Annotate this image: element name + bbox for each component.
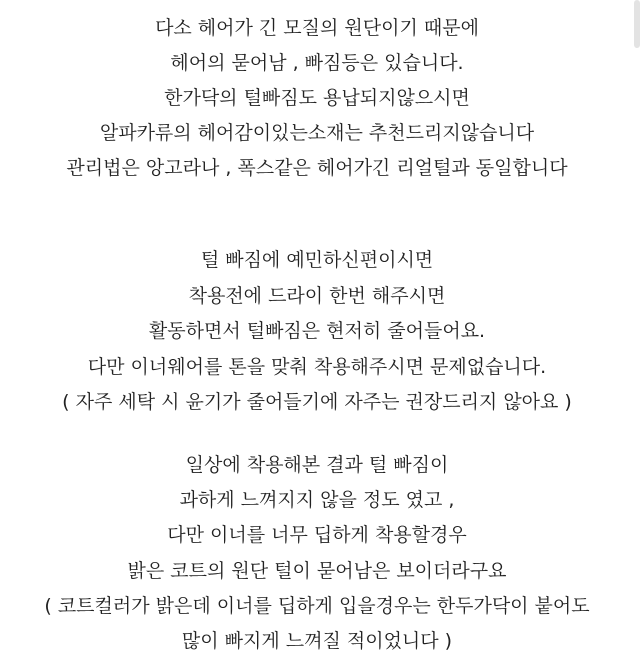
text-line: ( 코트컬러가 밝은데 이너를 딥하게 입을경우는 한두가닥이 붙어도 — [44, 595, 590, 617]
text-line: 과하게 느껴지지 않을 정도 였고 , — [179, 489, 455, 511]
text-line: 헤어의 묻어남 , 빠짐등은 있습니다. — [170, 52, 464, 74]
text-line: ( 자주 세탁 시 윤기가 줄어들기에 자주는 권장드리지 않아요 ) — [62, 391, 572, 413]
text-line: 활동하면서 털빠짐은 현저히 줄어들어요. — [148, 320, 486, 342]
text-line: 착용전에 드라이 한번 해주시면 — [188, 285, 446, 307]
text-line: 밝은 코트의 원단 털이 묻어남은 보이더라구요 — [127, 560, 507, 582]
text-line: 다만 이너웨어를 톤을 맞춰 착용해주시면 문제없습니다. — [87, 356, 547, 378]
text-line: 다만 이너를 너무 딥하게 착용할경우 — [167, 524, 467, 546]
text-line: 관리법은 앙고라나 , 폭스같은 헤어가긴 리얼털과 동일합니다 — [66, 157, 568, 179]
text-line: 털 빠짐에 예민하신편이시면 — [200, 249, 434, 271]
scrollbar-thumb[interactable] — [634, 0, 640, 48]
text-line: 많이 빠지게 느껴질 적이었니다 ) — [181, 630, 453, 652]
text-line: 다소 헤어가 긴 모질의 원단이기 때문에 — [155, 17, 479, 39]
text-line: 한가닥의 털빠짐도 용납되지않으시면 — [164, 87, 470, 109]
text-line: 알파카류의 헤어감이있는소재는 추천드리지않습니다 — [99, 122, 535, 144]
text-line: 일상에 착용해본 결과 털 빠짐이 — [185, 454, 449, 476]
